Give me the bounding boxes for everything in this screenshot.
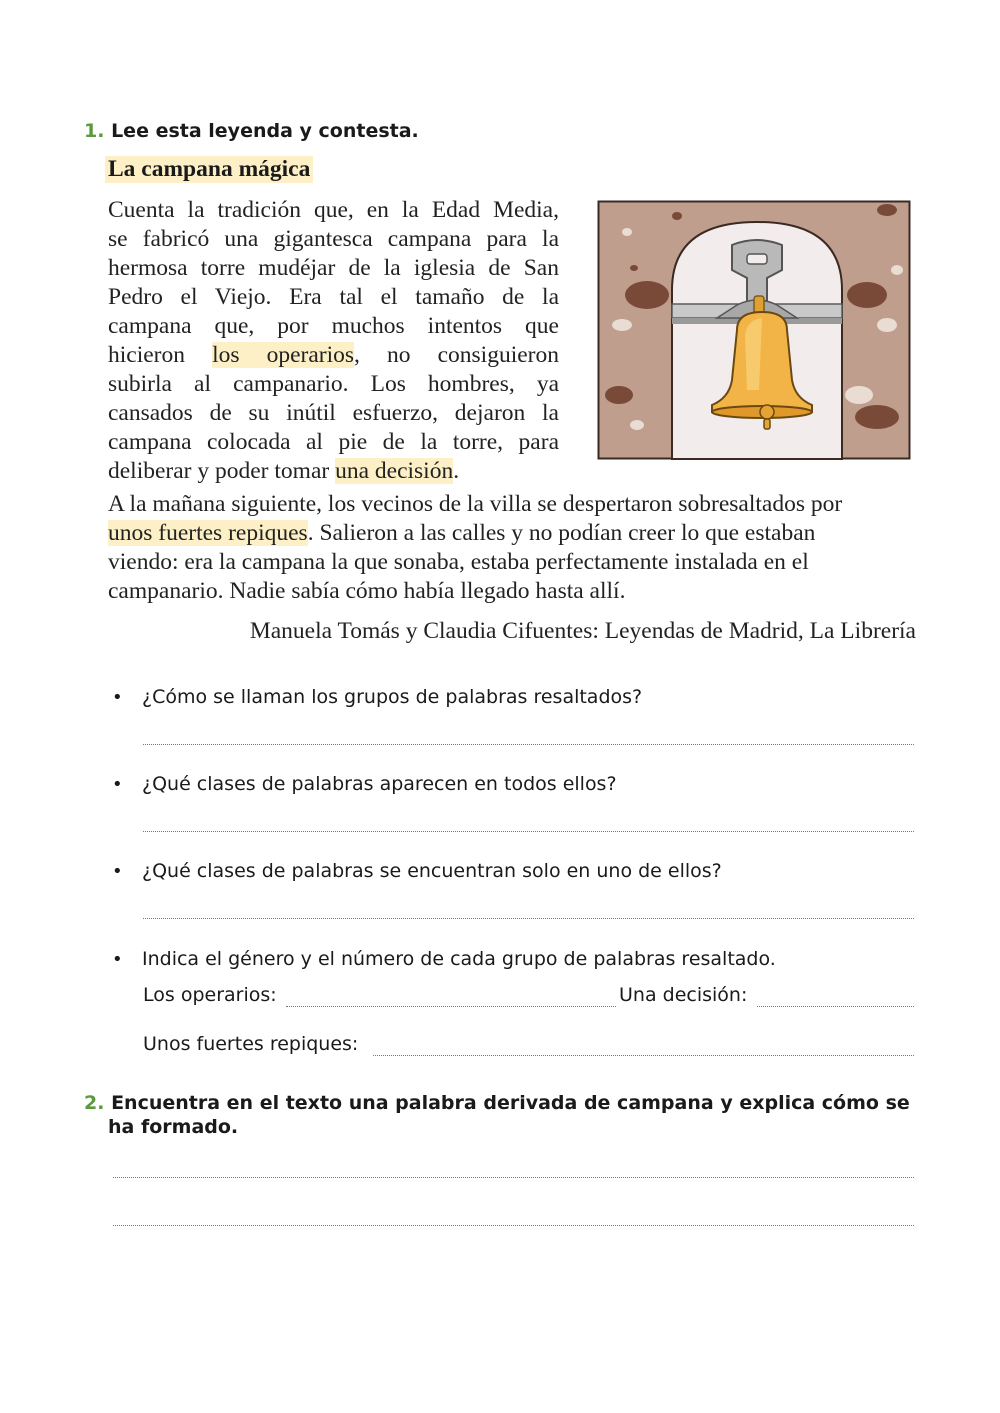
- answer-line-decision[interactable]: [757, 1006, 914, 1007]
- exercise-number: 2.: [84, 1092, 105, 1114]
- answer-line-operarios[interactable]: [286, 1006, 616, 1007]
- story-line: cansados de su inútil esfuerzo, dejaron la: [108, 400, 559, 426]
- question-text: ¿Qué clases de palabras se encuentran solo en uno de ellos?: [142, 860, 722, 882]
- story-line: [108, 457, 559, 486]
- story-line: campana que, por muchos intentos que: [108, 313, 559, 339]
- story-text: hicieron: [108, 342, 213, 368]
- label-una-decision: Una decisión:: [619, 984, 748, 1006]
- story-line: campanario. Nadie sabía cómo había llegado hasta allí.: [108, 578, 626, 604]
- exercise-instruction: Encuentra en el texto una palabra derivada de campana y explica cómo se: [111, 1092, 910, 1114]
- story-line: viendo: era la campana la que sonaba, estaba perfectamente instalada en el: [108, 549, 809, 575]
- answer-line-ex2-2[interactable]: [113, 1225, 914, 1226]
- story-line: campana colocada al pie de la torre, para: [108, 429, 559, 455]
- exercise-number: 1.: [84, 120, 105, 142]
- story-source: Manuela Tomás y Claudia Cifuentes: Leyendas de Madrid, La Librería: [249, 618, 916, 644]
- exercise-2-heading: [84, 1092, 914, 1138]
- story-line: subirla al campanario. Los hombres, ya: [108, 371, 559, 397]
- highlight-los-operarios: los operarios: [212, 342, 355, 368]
- story-line: A la mañana siguiente, los vecinos de la villa se despertaron sobresaltados por: [108, 491, 843, 517]
- question-4: [112, 948, 776, 970]
- story-line: se fabricó una gigantesca campana para la: [108, 226, 559, 252]
- bullet-icon: •: [112, 949, 123, 970]
- story-line: [108, 519, 916, 548]
- story-line: Pedro el Viejo. Era tal el tamaño de la: [108, 284, 559, 310]
- highlight-unos-fuertes-repiques: unos fuertes repiques: [108, 520, 308, 546]
- answer-line-3[interactable]: [143, 918, 914, 919]
- question-text: ¿Cómo se llaman los grupos de palabras resaltados?: [142, 686, 643, 708]
- label-los-operarios: Los operarios:: [143, 984, 277, 1006]
- question-text: Indica el género y el número de cada grupo de palabras resaltado.: [142, 948, 776, 970]
- story-text: , no consiguieron: [354, 342, 559, 368]
- story-paragraph-2: [108, 490, 916, 606]
- bullet-icon: •: [112, 861, 123, 882]
- story-line: Cuenta la tradición que, en la Edad Media,: [108, 197, 559, 223]
- bullet-icon: •: [112, 687, 123, 708]
- exercise-2-line-2: ha formado.: [108, 1116, 239, 1138]
- story-text: . Salieron a las calles y no podían creer lo que estaban: [307, 520, 816, 546]
- answer-line-repiques[interactable]: [373, 1055, 914, 1056]
- story-paragraph-1: [108, 196, 559, 486]
- answer-line-2[interactable]: [143, 831, 914, 832]
- question-3: [112, 860, 722, 882]
- exercise-2-line-1: [84, 1092, 914, 1114]
- label-unos-fuertes-repiques: Unos fuertes repiques:: [143, 1033, 359, 1055]
- answer-line-1[interactable]: [143, 744, 914, 745]
- story-line: [108, 341, 559, 370]
- story-text: .: [453, 458, 460, 484]
- highlight-una-decision: una decisión: [335, 458, 454, 484]
- story-title: La campana mágica: [105, 156, 313, 183]
- question-text: ¿Qué clases de palabras aparecen en todos ellos?: [142, 773, 617, 795]
- story-text: deliberar y poder tomar: [108, 458, 336, 484]
- question-2: [112, 773, 617, 795]
- exercise-instruction: Lee esta leyenda y contesta.: [111, 120, 419, 142]
- question-1: [112, 686, 643, 708]
- bell-illustration: [597, 200, 911, 460]
- answer-line-ex2-1[interactable]: [113, 1177, 914, 1178]
- bullet-icon: •: [112, 774, 123, 795]
- story-line: hermosa torre mudéjar de la iglesia de San: [108, 255, 559, 281]
- exercise-1-heading: [84, 120, 419, 142]
